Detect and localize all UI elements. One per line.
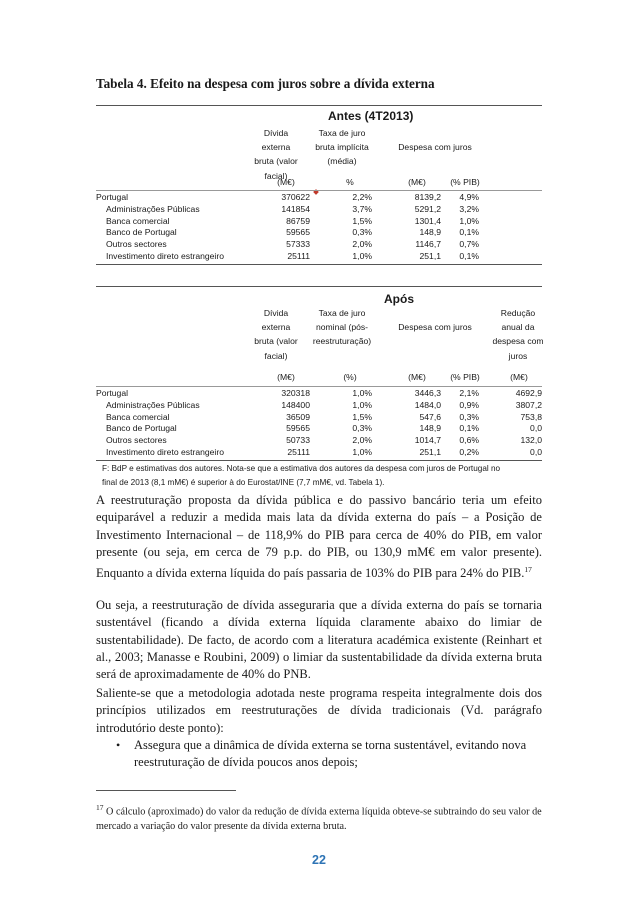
table1-col-debt: Dívida externa bruta (valor facial) xyxy=(254,128,298,181)
cell-label: Banca comercial xyxy=(106,215,170,226)
cell-debt: 370622 xyxy=(281,192,310,202)
table1-row xyxy=(96,239,542,251)
table2-bottom-rule xyxy=(96,460,542,461)
table2-units-row: (M€) (%) (M€) (% PIB) (M€) xyxy=(277,372,528,382)
cell-pct: 0,7% xyxy=(459,239,479,250)
table1-row xyxy=(96,227,542,239)
cell-rate: 2,0% xyxy=(352,435,372,446)
cell-rate: 1,0% xyxy=(352,447,372,457)
cell-debt: 50733 xyxy=(286,435,310,446)
cell-debt: 59565 xyxy=(286,227,310,238)
cell-expense: 148,9 xyxy=(419,227,441,238)
bullet-item-1: Assegura que a dinâmica de dívida externa se torna sustentável, evitando nova reestruturação de dívida poucos anos depois; xyxy=(134,738,527,770)
table2-row xyxy=(96,423,542,435)
cell-debt: 36509 xyxy=(286,411,310,422)
table2-top-rule xyxy=(96,286,542,287)
table2-col-rate: Taxa de juro nominal (pós- reestruturação) xyxy=(312,308,372,347)
page-number: 22 xyxy=(312,853,326,867)
table2-row xyxy=(96,412,542,424)
table2-col-debt: Dívida externa bruta (valor facial) xyxy=(254,308,298,361)
cell-rate: 0,3% xyxy=(352,423,372,434)
cell-debt: 320318 xyxy=(281,388,310,398)
cell-label: Banca comercial xyxy=(106,411,170,422)
cell-pct: 0,1% xyxy=(459,423,479,434)
paragraph-1: A reestruturação proposta da dívida pública e do passivo bancário teria um efeito equiparável a reduzir a medida mais lata da dívida externa do país – a Posição de Investimento Internacional – de 118,9% do PIB para cerca de 40% do PIB, em valor presente (ou seja, em cerca de 79 p.p. do PIB, ou 130,9 mM€ em valor presente). Enquanto a dívida externa líquida do país passaria de 103% do PIB para 24% do PIB.$^{17}$ xyxy=(96,493,542,581)
cell-rate: 1,0% xyxy=(352,251,372,261)
footnote-ref-17[interactable]: 17 xyxy=(524,565,532,575)
cell-expense: 1014,7 xyxy=(414,435,441,446)
table-source-note: F: BdP e estimativas dos autores. Nota-se que a estimativa dos autores da despesa com juros de Portugal no final de 2013 (8,1 mM€) é superior à do Eurostat/INE (7,7 mM€, vd. Tabela 1). xyxy=(102,464,501,487)
table2-col-expense: Despesa com juros xyxy=(398,322,472,332)
table1-header-rule xyxy=(96,190,542,191)
cell-expense: 1301,4 xyxy=(414,215,441,226)
table2-row xyxy=(96,447,542,459)
cell-pct: 2,1% xyxy=(459,388,479,398)
table1-units-row: (M€) % (M€) (% PIB) xyxy=(277,177,480,187)
cell-expense: 1484,0 xyxy=(414,399,441,410)
table2-row xyxy=(96,435,542,447)
cell-pct: 0,6% xyxy=(459,435,479,446)
cell-label: Investimento direto estrangeiro xyxy=(106,447,224,457)
cell-rate: 1,5% xyxy=(352,215,372,226)
cell-pct: 0,9% xyxy=(459,399,479,410)
table1-row xyxy=(96,216,542,228)
cell-debt: 59565 xyxy=(286,423,310,434)
table2-row xyxy=(96,388,542,400)
cell-pct: 3,2% xyxy=(459,203,479,214)
cell-rate: 2,0% xyxy=(352,239,372,250)
cell-red: 0,0 xyxy=(530,423,542,434)
table1-bottom-rule xyxy=(96,264,542,265)
cell-debt: 57333 xyxy=(286,239,310,250)
table1-col-expense: Despesa com juros xyxy=(398,142,472,152)
footnote-17: $^{17}$ O cálculo (aproximado) do valor da redução de dívida externa líquida obteve-se subtraindo do seu valor de mercado a variação do valor presente da dívida externa bruta. xyxy=(96,803,542,833)
cell-expense: 5291,2 xyxy=(414,203,441,214)
cell-red: 0,0 xyxy=(530,447,542,457)
cell-rate: 1,0% xyxy=(352,388,372,398)
cell-label: Banco de Portugal xyxy=(106,227,177,238)
cell-debt: 25111 xyxy=(287,251,310,261)
paragraph-3: Saliente-se que a metodologia adotada neste programa respeita integralmente dois dos princípios utilizados em reestruturações de dívida tradicionais (Vd. parágrafo introdutório deste ponto): xyxy=(96,686,542,735)
cell-label: Portugal xyxy=(96,192,129,202)
table1-group-title: Antes (4T2013) xyxy=(328,109,414,123)
cell-pct: 0,3% xyxy=(459,411,479,422)
cell-expense: 1146,7 xyxy=(415,239,441,250)
table1-row xyxy=(96,251,542,263)
cell-expense: 148,9 xyxy=(419,423,441,434)
cell-label: Administrações Públicas xyxy=(106,399,200,410)
cell-expense: 3446,3 xyxy=(414,388,441,398)
cell-label: Administrações Públicas xyxy=(106,203,200,214)
cell-pct: 0,2% xyxy=(459,447,479,457)
cell-red: 753,8 xyxy=(520,411,542,422)
cell-red: 132,0 xyxy=(520,435,542,446)
paragraph-2: Ou seja, a reestruturação de dívida asseguraria que a dívida externa do país se tornaria sustentável (ficando a dívida externa líquida claramente abaixo do limiar de sustentabilidade). De facto, de acordo com a literatura académica existente (Reinhart et al., 2003; Manasse e Roubini, 2009) o limiar da sustentabilidade da dívida externa bruta será de aproximadamente de 40% do PNB. xyxy=(96,598,542,682)
cell-expense: 251,1 xyxy=(419,447,441,457)
table1-row xyxy=(96,192,542,204)
cell-red: 3807,2 xyxy=(515,399,542,410)
cell-label: Portugal xyxy=(96,388,129,398)
table1-top-rule xyxy=(96,105,542,106)
table1-col-rate: Taxa de juro bruta implícita (média) xyxy=(315,128,369,167)
cell-pct: 0,1% xyxy=(459,227,479,238)
table-title: Tabela 4. Efeito na despesa com juros sobre a dívida externa xyxy=(96,76,435,91)
table2-col-reduction: Redução anual da despesa com juros xyxy=(492,308,544,361)
cell-rate: 3,7% xyxy=(352,203,372,214)
table1-row xyxy=(96,204,542,216)
cell-red: 4692,9 xyxy=(515,388,542,398)
cell-label: Banco de Portugal xyxy=(106,423,177,434)
bullet-icon: • xyxy=(116,738,121,752)
table2-row xyxy=(96,400,542,412)
cell-expense: 8139,2 xyxy=(414,192,441,202)
cell-expense: 547,6 xyxy=(419,411,441,422)
cell-pct: 4,9% xyxy=(459,192,479,202)
footnote-separator xyxy=(96,790,236,791)
cell-expense: 251,1 xyxy=(419,251,441,261)
cell-pct: 0,1% xyxy=(459,251,479,261)
cell-pct: 1,0% xyxy=(459,215,479,226)
cell-label: Outros sectores xyxy=(106,435,167,446)
table2-header-rule xyxy=(96,386,542,387)
cell-debt: 148400 xyxy=(281,399,310,410)
cell-rate: 1,5% xyxy=(352,411,372,422)
cell-rate: 1,0% xyxy=(352,399,372,410)
table2-group-title: Após xyxy=(384,292,414,306)
cell-rate: 2,2% xyxy=(352,192,372,202)
cell-debt: 86759 xyxy=(286,215,310,226)
cell-debt: 141854 xyxy=(281,203,310,214)
cell-label: Investimento direto estrangeiro xyxy=(106,251,224,261)
cell-label: Outros sectores xyxy=(106,239,167,250)
cell-debt: 25111 xyxy=(287,447,310,457)
cell-rate: 0,3% xyxy=(352,227,372,238)
